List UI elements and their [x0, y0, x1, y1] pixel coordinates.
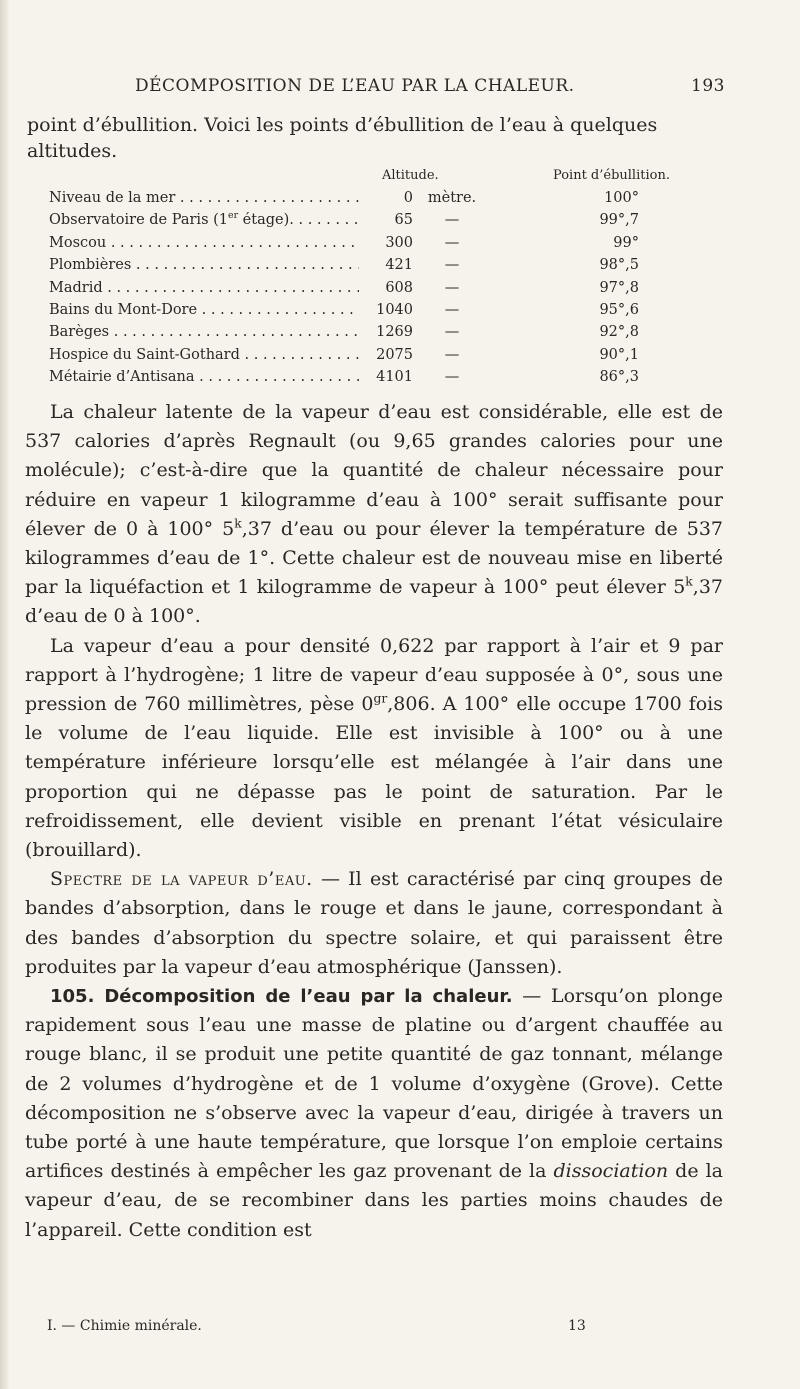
table-row — [49, 324, 769, 346]
section-title: Décomposition de l’eau par la chaleur. — [94, 986, 513, 1008]
body-text — [25, 398, 723, 1245]
altitude-value: 65 — [394, 212, 413, 229]
paragraph-spectrum: Spectre de la vapeur d’eau. — Il est caractérisé par cinq groupes de bandes d’absorption, dans le rouge et dans le jaune, correspondant à des bandes d’absorption du spectre solaire, et qui paraissent être produites par la vapeur d’eau atmosphérique (Janssen). — [25, 868, 723, 978]
section-number: 105. — [50, 986, 95, 1008]
place-name: Madrid . . . — [49, 280, 359, 296]
altitude-value: 608 — [385, 279, 413, 296]
spectrum-heading: Spectre de la vapeur d’eau. — [50, 868, 313, 891]
column-header-boiling-point: Point d’ébullition. — [553, 168, 670, 183]
intro-paragraph — [27, 112, 727, 164]
altitude-table — [49, 190, 769, 392]
table-row — [49, 257, 769, 279]
column-header-altitude: Altitude. — [382, 168, 439, 183]
altitude-value: 4101 — [376, 369, 413, 386]
altitude-value: 1269 — [376, 324, 413, 341]
intro-line-1: point d’ébullition. Voici les points d’ébullition de l’eau à quelques — [27, 114, 658, 136]
table-row — [49, 190, 769, 212]
altitude-value: 0 — [403, 190, 413, 206]
boiling-point-value: 100° — [604, 190, 639, 206]
place-name: Niveau de la mer . . . — [49, 190, 359, 206]
altitude-unit: — — [444, 257, 460, 274]
place-name: Métairie d’Antisana . . . — [49, 369, 359, 385]
boiling-point-value: 97°,8 — [599, 279, 639, 296]
altitude-unit: — — [444, 301, 460, 318]
table-row — [49, 235, 769, 257]
altitude-value: 300 — [385, 234, 413, 251]
paragraph-density: La vapeur d’eau a pour densité 0,622 par rapport à l’air et 9 par rapport à l’hydrogène; 1 litre de vapeur d’eau supposée à 0°, sous une pression de 760 millimètres, pèse $0^{gr},806$. A 100° elle occupe 1700 fois le volume de l’eau liquide. Elle est invisible à 100° ou à une température inférieure lorsqu’elle est mélangée à l’air dans une proportion qui ne dépasse pas le point de saturation. Par le refroidissement, elle devient visible en prenant l’état vésiculaire (brouillard). — [25, 634, 723, 862]
paragraph-latent-heat: La chaleur latente de la vapeur d’eau est considérable, elle est de 537 calories d’après Regnault (ou 9,65 grandes calories pour une molécule); c’est-à-dire que la quantité de chaleur nécessaire pour réduire en vapeur 1 kilogramme d’eau à 100° serait suffisante pour élever de 0 à 100° 5$^k$,37 d’eau ou pour élever la température de 537 kilogrammes d’eau de 1°. Cette chaleur est de nouveau mise en liberté par la liquéfaction et 1 kilogramme de vapeur à 100° peut élever 5$^k$,37 d’eau de 0 à 100°. — [25, 401, 723, 628]
table-row — [49, 280, 769, 302]
altitude-value: 1040 — [376, 301, 413, 318]
place-name: Moscou . . . — [49, 235, 359, 251]
signature-mark: I. — Chimie minérale. — [47, 1318, 202, 1334]
table-row — [49, 369, 769, 391]
altitude-unit: — — [444, 279, 460, 296]
binding-edge — [0, 0, 10, 1389]
place-name: Hospice du Saint-Gothard . . . — [49, 347, 359, 363]
place-name: Observatoire de Paris (1er étage). . . . . — [49, 212, 359, 228]
header-title: DÉCOMPOSITION DE L’EAU PAR LA CHALEUR. — [135, 76, 575, 96]
table-row — [49, 302, 769, 324]
altitude-unit: — — [444, 346, 460, 363]
paragraph-section-105: 105. Décomposition de l’eau par la chaleur. — Lorsqu’on plonge rapidement sous l’eau une masse de platine ou d’argent chauffée au rouge blanc, il se produit une petite quantité de gaz tonnant, mélange de 2 volumes d’hydrogène et de 1 volume d’oxygène (Grove). Cette décomposition ne s’observe avec la vapeur d’eau, dirigée à travers un tube porté à une haute température, que lorsque l’on emploie certains artifices destinés à empêcher les gaz provenant de la dissociation de la vapeur d’eau, de se recombiner dans les parties moins chaudes de l’appareil. Cette condition est — [25, 985, 723, 1241]
boiling-point-value: 92°,8 — [599, 324, 639, 341]
boiling-point-value: 99°,7 — [599, 212, 639, 229]
table-row — [49, 212, 769, 234]
place-name: Bains du Mont-Dore . . . — [49, 302, 359, 318]
altitude-unit: — — [444, 234, 460, 251]
boiling-point-value: 95°,6 — [599, 301, 639, 318]
boiling-point-value: 99° — [613, 234, 639, 251]
table-row — [49, 347, 769, 369]
altitude-unit: — — [444, 369, 460, 386]
boiling-point-value: 98°,5 — [599, 257, 639, 274]
boiling-point-value: 90°,1 — [599, 346, 639, 363]
sheet-number: 13 — [568, 1318, 586, 1334]
altitude-unit: — — [444, 212, 460, 229]
place-name: Barèges . . . — [49, 324, 359, 340]
altitude-value: 421 — [385, 257, 413, 274]
intro-line-2: altitudes. — [27, 140, 118, 162]
altitude-unit: — — [444, 324, 460, 341]
boiling-point-value: 86°,3 — [599, 369, 639, 386]
place-name: Plombières . . . — [49, 257, 359, 273]
page-number: 193 — [691, 76, 725, 96]
altitude-unit: mètre. — [427, 190, 477, 206]
altitude-value: 2075 — [376, 346, 413, 363]
